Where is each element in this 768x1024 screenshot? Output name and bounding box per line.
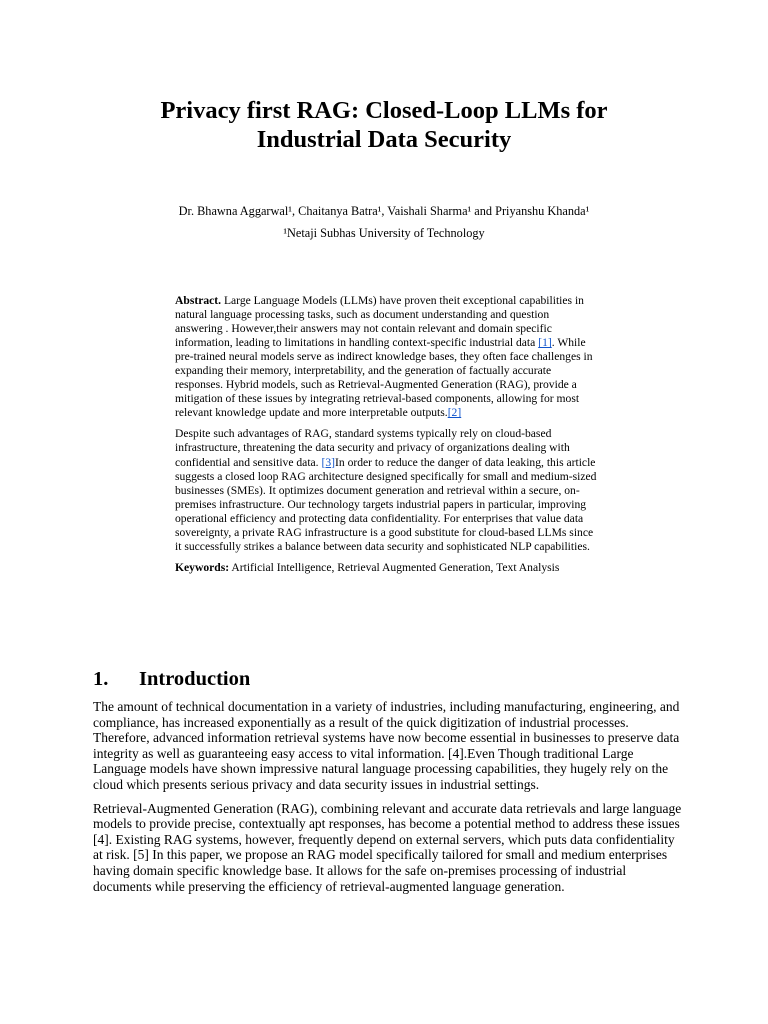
introduction-body <box>93 699 683 902</box>
keywords-text: Artificial Intelligence, Retrieval Augmented Generation, Text Analysis <box>229 560 560 574</box>
affiliation: ¹Netaji Subhas University of Technology <box>283 226 485 240</box>
title-line-1: Privacy first RAG: Closed-Loop LLMs for <box>160 97 608 124</box>
citation-link-2[interactable]: [2] <box>447 406 462 420</box>
title-line-2: Industrial Data Security <box>256 126 512 153</box>
section-number: 1. <box>93 668 109 690</box>
abstract-label: Abstract. <box>175 294 222 307</box>
abstract-text-1b: . While pre-trained neural models serve as indirect knowledge bases, they often face challenges in expanding their memory, interpretability, and the generation of factually accurate responses. Hybrid models, such as Retrieval-Augmented Generation (RAG), provide a mitigation of these issues by integrating retrieval-based components, allowing for most relevant knowledge update and more interpretable outputs. <box>175 336 593 420</box>
abstract-text-2a: Despite such advantages of RAG, standard systems typically rely on cloud-based infrastructure, threatening the data security and privacy of organizations dealing with confidential and sensitive data. <box>175 427 570 469</box>
abstract-paragraph-2 <box>175 427 598 553</box>
introduction-paragraph-1: The amount of technical documentation in a variety of industries, including manufacturing, engineering, and compliance, has increased exponentially as a result of the quick digitization of industrial processes. Therefore, advanced information retrieval systems have now become essential in businesses to preserve data integrity as well as guaranteeing easy access to vital information. [4].Even Though traditional Large Language models have shown impressive natural language processing capabilities, they hugely rely on the cloud which presents serious privacy and data security issues in industrial settings. <box>93 699 680 792</box>
abstract-block <box>175 294 598 582</box>
citation-link-1[interactable]: [1] <box>538 336 552 350</box>
citation-link-3[interactable]: [3] <box>321 455 336 469</box>
keywords-label: Keywords: <box>175 560 230 574</box>
abstract-text-1a: Large Language Models (LLMs) have proven theit exceptional capabilities in natural language processing tasks, such as document understanding and question answering . However,their answers may not contain relevant and domain specific information, leading to limitations in handling context-specific industrial data <box>175 294 584 350</box>
section-heading-introduction <box>93 667 493 692</box>
introduction-paragraph-2: Retrieval-Augmented Generation (RAG), combining relevant and accurate data retrievals and large language models to provide precise, contextually apt responses, has become a potential method to address these issues [4]. Existing RAG systems, however, frequently depend on external servers, which puts data confidentiality at risk. [5] In this paper, we propose an RAG model specifically tailored for small and medium enterprises having domain specific knowledge base. It allows for the safe on-premises processing of industrial documents while preserving the efficiency of retrieval-augmented language generation. <box>93 800 682 894</box>
section-title: Introduction <box>139 668 251 690</box>
abstract-paragraph-1 <box>175 294 598 420</box>
abstract-text-2b: In order to reduce the danger of data leaking, this article suggests a closed loop RAG architecture designed specifically for small and medium-sized businesses (SMEs). It optimizes document generation and retrieval within a secure, on-premises infrastructure. Our technology targets industrial papers in particular, improving operational efficiency and protecting data confidentiality. For enterprises that value data sovereignty, a private RAG infrastructure is a good substitute for cloud-based LLMs since it successfully strikes a balance between data security and sophisticated NLP capabilities. <box>175 455 597 553</box>
paper-title <box>90 96 678 154</box>
author-list: Dr. Bhawna Aggarwal¹, Chaitanya Batra¹, Vaishali Sharma¹ and Priyanshu Khanda¹ <box>178 204 590 218</box>
keywords <box>175 561 598 575</box>
